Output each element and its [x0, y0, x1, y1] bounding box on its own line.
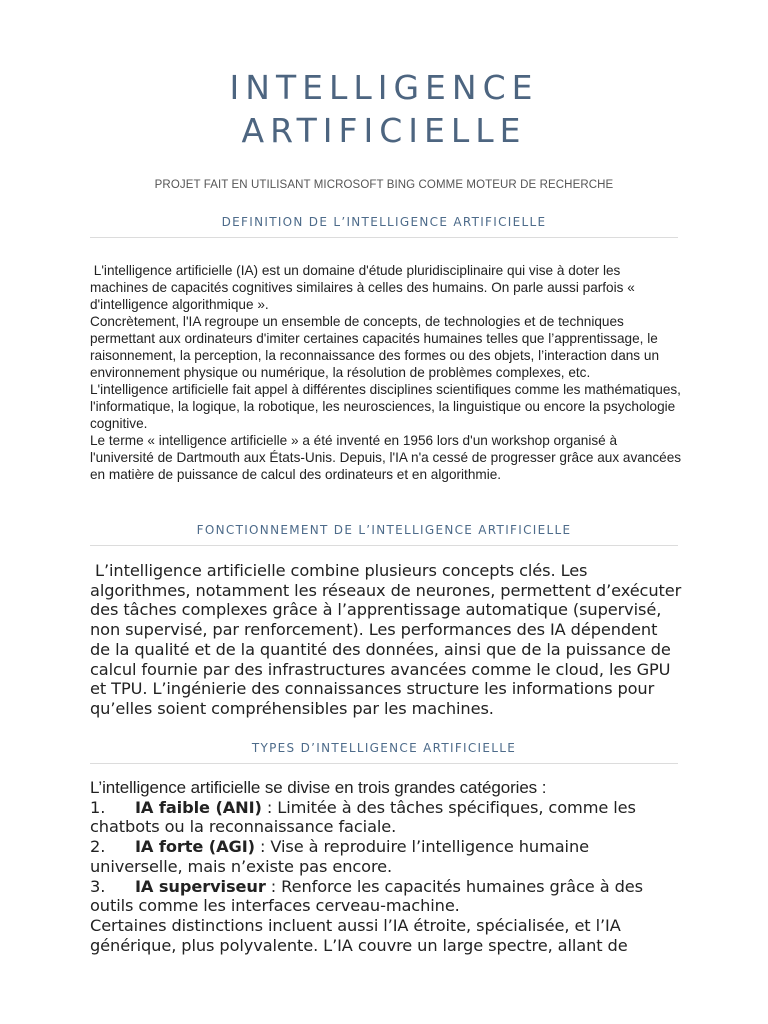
list-description: : Limitée à des tâches spécifiques, comme les chatbots ou la reconnaissance faciale.	[90, 797, 636, 837]
list-term: IA forte (AGI)	[135, 837, 255, 857]
list-term: IA faible (ANI)	[135, 797, 262, 817]
list-number: 2.	[90, 837, 106, 857]
list-description: : Vise à reproduire l’intelligence humaine universelle, mais n’existe pas encore.	[90, 837, 589, 876]
page-title	[0, 66, 768, 152]
definition-paragraph-2: Concrètement, l'IA regroupe un ensemble de concepts, de technologies et de techniques permettant aux ordinateurs d'imiter certaines capacités humaines telles que l’apprentissage, le raisonnement, la perception, la reconnaissance des formes ou des objets, l’interaction dans un environnement physique ou numérique, la résolution de problèmes complexes, etc.	[90, 314, 660, 380]
types-list-item	[90, 877, 682, 916]
types-intro: L’intelligence artificielle se divise en trois grandes catégories :	[90, 778, 547, 797]
section-heading-fonctionnement: FONCTIONNEMENT DE L’INTELLIGENCE ARTIFICIELLE	[90, 523, 678, 546]
types-body	[90, 778, 682, 955]
list-term: IA superviseur	[135, 876, 266, 896]
types-list-item	[90, 837, 682, 876]
list-description: : Renforce les capacités humaines grâce à des outils comme les interfaces cerveau-machine.	[90, 876, 643, 916]
fonctionnement-paragraph: L’intelligence artificielle combine plusieurs concepts clés. Les algorithmes, notamment les réseaux de neurones, permettent d’exécuter des tâches complexes grâce à l’apprentissage automatique (supervisé, non supervisé, par renforcement). Les performances des IA dépendent de la qualité et de la quantité des données, ainsi que de la puissance de calcul fournie par des infrastructures avancées comme le cloud, les GPU et TPU. L’ingénierie des connaissances structure les informations pour qu’elles soient compréhensibles par les machines.	[90, 561, 687, 718]
definition-body	[90, 262, 682, 483]
list-number: 1.	[90, 797, 106, 817]
page-title-line-2: ARTIFICIELLE	[241, 111, 527, 150]
types-outro: Certaines distinctions incluent aussi l’IA étroite, spécialisée, et l’IA générique, plus polyvalente. L’IA couvre un large spectre, allant de	[90, 915, 628, 955]
page-subtitle: PROJET FAIT EN UTILISANT MICROSOFT BING COMME MOTEUR DE RECHERCHE	[154, 179, 614, 191]
definition-paragraph-3: L'intelligence artificielle fait appel à différentes disciplines scientifiques comme les mathématiques, l'informatique, la logique, la robotique, les neurosciences, la linguistique ou encore la psychologie cognitive.	[90, 382, 681, 431]
definition-paragraph-1: L'intelligence artificielle (IA) est un domaine d'étude pluridisciplinaire qui vise à doter les machines de capacités cognitives similaires à celles des humains. On parle aussi parfois « d'intelligence algorithmique ».	[90, 263, 639, 312]
list-number: 3.	[90, 876, 106, 896]
page-title-line-1: INTELLIGENCE	[229, 68, 539, 107]
section-heading-definition: DEFINITION DE L’INTELLIGENCE ARTIFICIELLE	[90, 215, 678, 238]
definition-paragraph-4: Le terme « intelligence artificielle » a été inventé en 1956 lors d'un workshop organisé à l'université de Dartmouth aux États-Unis. Depuis, l'IA n'a cessé de progresser grâce aux avancées en matière de puissance de calcul des ordinateurs et en algorithmie.	[90, 433, 682, 482]
types-list-item	[90, 798, 682, 837]
section-heading-types: TYPES D’INTELLIGENCE ARTIFICIELLE	[90, 741, 678, 764]
